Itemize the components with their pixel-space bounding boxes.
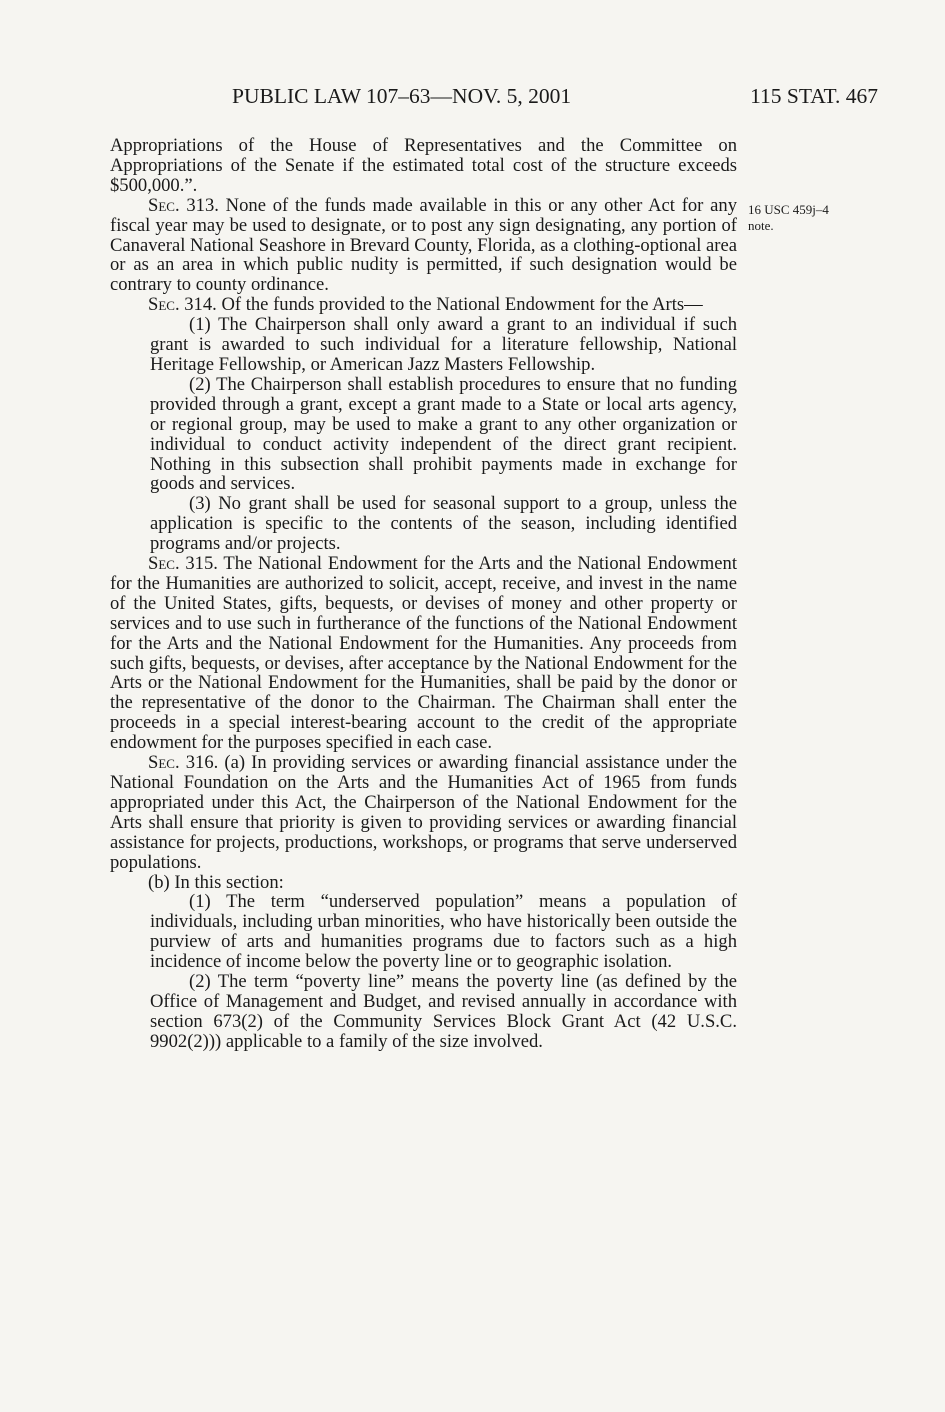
section-316-text: 316. (a) In providing services or awarding financial assistance under the National Foundation on the Arts and the Humanities Act of 1965 from funds appropriated under this Act, the Chairperson of the National Endowment for the Arts shall ensure that priority is given to providing services or awarding financial assistance for projects, productions, workshops, or programs that serve underserved populations. (110, 752, 737, 873)
paragraph-continued: Appropriations of the House of Representatives and the Committee on Appropriations of the Senate if the estimated total cost of the structure exceeds $500,000.”. (110, 135, 737, 196)
section-label: Sec. (148, 752, 180, 774)
section-316-b-item-2: (2) The term “poverty line” means the poverty line (as defined by the Office of Management and Budget, and revised annually in accordance with section 673(2) of the Community Services Block Grant Act (42 U.S.C. 9902(2))) applicable to a family of the size involved. (150, 971, 737, 1052)
section-316-b-item-1: (1) The term “underserved population” means a population of individuals, including urban minorities, who have historically been outside the purview of arts and humanities programs due to factors such as a high incidence of income below the poverty line or to geographic isolation. (150, 891, 737, 973)
section-label: Sec. (148, 194, 180, 216)
margin-note-label: note. (748, 218, 774, 233)
section-label: Sec. (148, 553, 180, 575)
section-313-text: 313. None of the funds made available in this or any other Act for any fiscal year may be used to designate, or to post any sign designating, any portion of Canaveral National Seashore in Brevard County, Florida, as a clothing-optional area or as an area in which public nudity is permitted, if such designation would be contrary to county ordinance. (110, 194, 737, 296)
section-314-item-3: (3) No grant shall be used for seasonal support to a group, unless the application is specific to the contents of the season, including identified programs and/or projects. (150, 493, 737, 555)
stat-citation: 115 STAT. 467 (750, 84, 878, 108)
margin-note (748, 202, 888, 234)
page-header (110, 84, 878, 114)
section-314 (110, 295, 737, 315)
section-314-item-1: (1) The Chairperson shall only award a grant to an individual if such grant is awarded to such individual for a literature fellowship, National Heritage Fellowship, or American Jazz Masters Fellowship. (150, 314, 737, 375)
section-315 (110, 554, 737, 753)
body-text (110, 136, 737, 1052)
section-label: Sec. (148, 294, 180, 316)
section-314-text: 314. Of the funds provided to the National Endowment for the Arts— (179, 294, 703, 316)
section-313 (110, 196, 737, 296)
section-315-text: 315. The National Endowment for the Arts and the National Endowment for the Humanities are authorized to solicit, accept, receive, and invest in the name of the United States, gifts, bequests, or devises of money and other property or services and to use such in furtherance of the functions of the National Endowment for the Arts and the National Endowment for the Humanities. Any proceeds from such gifts, bequests, or devises, after acceptance by the National Endowment for the Arts or the National Endowment for the Humanities, shall be paid by the donor or the representative of the donor to the Chairman. The Chairman shall enter the proceeds in a special interest-bearing account to the credit of the appropriate endowment for the purposes specified in each case. (110, 553, 737, 754)
section-316 (110, 753, 737, 872)
running-title: PUBLIC LAW 107–63—NOV. 5, 2001 (232, 84, 572, 108)
section-314-item-2: (2) The Chairperson shall establish procedures to ensure that no funding provided through a grant, except a grant made to a State or local arts agency, or regional group, may be used to make a grant to any other organization or individual to conduct activity independent of the direct grant recipient. Nothing in this subsection shall prohibit payments made in exchange for goods and services. (150, 373, 737, 495)
margin-note-citation: 16 USC 459j–4 (748, 202, 829, 217)
section-316-b: (b) In this section: (148, 871, 284, 893)
